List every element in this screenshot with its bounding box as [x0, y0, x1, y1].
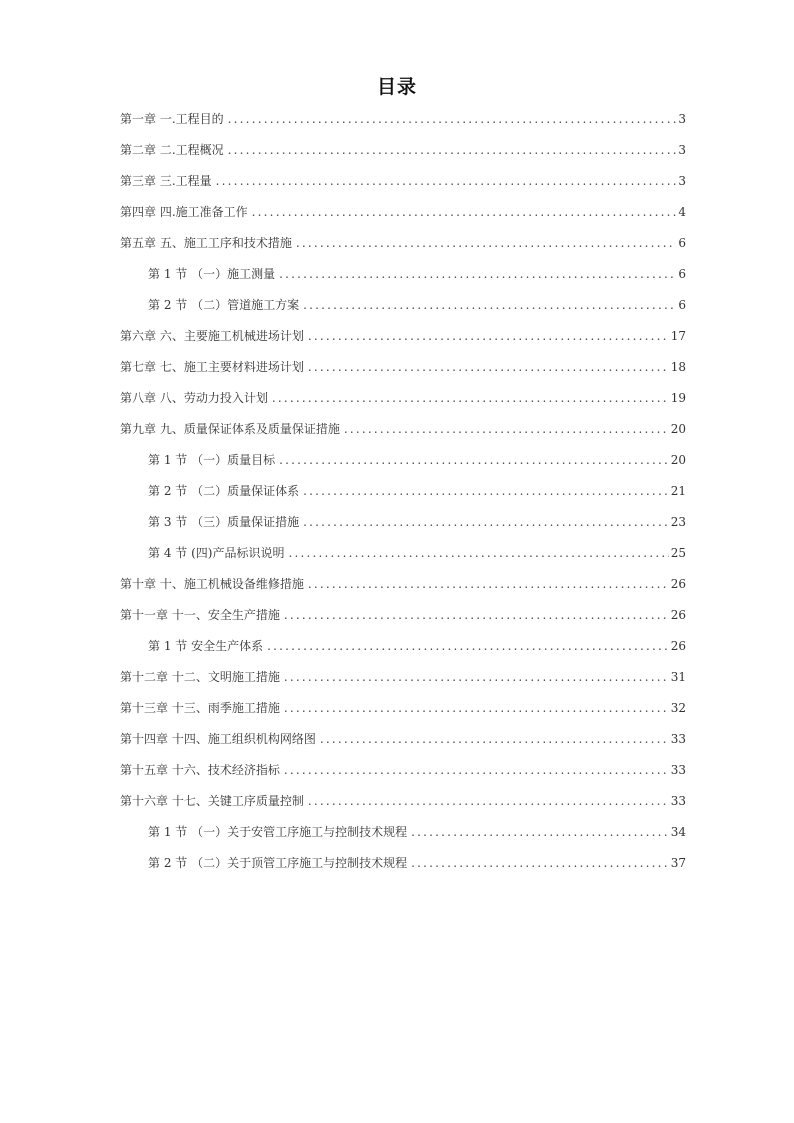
toc-chapter-entry[interactable]	[120, 172, 686, 203]
dot-leader	[272, 391, 669, 405]
toc-entry-page-number: 26	[670, 639, 686, 653]
toc-entry-page-number: 6	[678, 298, 686, 312]
dot-leader	[303, 515, 669, 529]
dot-leader	[284, 763, 669, 777]
toc-entry-page-number: 21	[670, 484, 686, 498]
toc-entry-label: 第十二章 十二、文明施工措施	[120, 670, 280, 684]
toc-entry-page-number: 18	[670, 360, 686, 374]
toc-entry-label: 第七章 七、施工主要材料进场计划	[120, 360, 304, 374]
toc-entry-label: 第 2 节 （二）关于顶管工序施工与控制技术规程	[148, 856, 408, 870]
toc-section-entry[interactable]	[120, 544, 686, 575]
dot-leader	[284, 608, 669, 622]
toc-entry-page-number: 33	[670, 732, 686, 746]
toc-entry-page-number: 4	[678, 205, 686, 219]
toc-entry-label: 第十三章 十三、雨季施工措施	[120, 701, 280, 715]
toc-entry-label: 第十六章 十七、关键工序质量控制	[120, 794, 304, 808]
toc-entry-label: 第十章 十、施工机械设备维修措施	[120, 577, 304, 591]
toc-chapter-entry[interactable]	[120, 203, 686, 234]
toc-chapter-entry[interactable]	[120, 699, 686, 730]
toc-entry-label: 第三章 三.工程量	[120, 174, 212, 188]
toc-entry-page-number: 6	[678, 267, 686, 281]
toc-section-entry[interactable]	[120, 854, 686, 885]
dot-leader	[279, 453, 669, 467]
toc-entry-label: 第八章 八、劳动力投入计划	[120, 391, 268, 405]
dot-leader	[303, 298, 676, 312]
dot-leader	[296, 236, 677, 250]
toc-entry-page-number: 3	[678, 143, 686, 157]
toc-entry-label: 第十五章 十六、技术经济指标	[120, 763, 280, 777]
dot-leader	[279, 267, 676, 281]
toc-entry-page-number: 31	[670, 670, 686, 684]
toc-chapter-entry[interactable]	[120, 110, 686, 141]
toc-entry-label: 第 2 节 （二）管道施工方案	[148, 298, 300, 312]
dot-leader	[228, 112, 677, 126]
dot-leader	[320, 732, 669, 746]
dot-leader	[228, 143, 677, 157]
dot-leader	[411, 825, 669, 839]
toc-entry-page-number: 33	[670, 763, 686, 777]
toc-chapter-entry[interactable]	[120, 730, 686, 761]
dot-leader	[411, 856, 669, 870]
dot-leader	[216, 174, 677, 188]
toc-entry-page-number: 20	[670, 422, 686, 436]
dot-leader	[308, 329, 669, 343]
dot-leader	[267, 639, 669, 653]
toc-chapter-entry[interactable]	[120, 420, 686, 451]
toc-entry-page-number: 25	[670, 546, 686, 560]
dot-leader	[308, 577, 669, 591]
toc-entry-label: 第 3 节 （三）质量保证措施	[148, 515, 300, 529]
toc-entry-label: 第 1 节 （一）质量目标	[148, 453, 276, 467]
toc-entry-label: 第 1 节 （一）关于安管工序施工与控制技术规程	[148, 825, 408, 839]
toc-section-entry[interactable]	[120, 265, 686, 296]
toc-entry-page-number: 23	[670, 515, 686, 529]
toc-section-entry[interactable]	[120, 296, 686, 327]
dot-leader	[284, 670, 669, 684]
toc-entry-label: 第 2 节 （二）质量保证体系	[148, 484, 300, 498]
dot-leader	[344, 422, 669, 436]
dot-leader	[288, 546, 668, 560]
toc-entry-page-number: 26	[670, 577, 686, 591]
toc-chapter-entry[interactable]	[120, 668, 686, 699]
toc-entry-page-number: 26	[670, 608, 686, 622]
toc-title: 目录	[376, 76, 417, 98]
toc-section-entry[interactable]	[120, 637, 686, 668]
toc-chapter-entry[interactable]	[120, 389, 686, 420]
toc-entry-page-number: 3	[678, 174, 686, 188]
dot-leader	[308, 794, 669, 808]
toc-entry-label: 第二章 二.工程概况	[120, 143, 224, 157]
dot-leader	[284, 701, 669, 715]
toc-chapter-entry[interactable]	[120, 327, 686, 358]
toc-section-entry[interactable]	[120, 482, 686, 513]
toc-entry-label: 第九章 九、质量保证体系及质量保证措施	[120, 422, 340, 436]
toc-chapter-entry[interactable]	[120, 358, 686, 389]
toc-entry-label: 第 1 节 （一）施工测量	[148, 267, 276, 281]
toc-entry-label: 第一章 一.工程目的	[120, 112, 224, 126]
toc-entry-page-number: 17	[670, 329, 686, 343]
toc-entry-page-number: 19	[670, 391, 686, 405]
toc-section-entry[interactable]	[120, 823, 686, 854]
toc-entry-label: 第十四章 十四、施工组织机构网络图	[120, 732, 316, 746]
toc-chapter-entry[interactable]	[120, 792, 686, 823]
toc-chapter-entry[interactable]	[120, 234, 686, 265]
toc-entry-label: 第六章 六、主要施工机械进场计划	[120, 329, 304, 343]
dot-leader	[303, 484, 669, 498]
toc-section-entry[interactable]	[120, 513, 686, 544]
toc-entry-label: 第四章 四.施工准备工作	[120, 205, 248, 219]
toc-entry-page-number: 3	[678, 112, 686, 126]
dot-leader	[252, 205, 677, 219]
toc-section-entry[interactable]	[120, 451, 686, 482]
toc-entry-page-number: 6	[678, 236, 686, 250]
toc-entry-page-number: 32	[670, 701, 686, 715]
toc-entry-label: 第 4 节 (四)产品标识说明	[148, 546, 285, 560]
toc-entry-page-number: 34	[670, 825, 686, 839]
toc-entry-page-number: 37	[670, 856, 686, 870]
toc-entry-label: 第五章 五、施工工序和技术措施	[120, 236, 292, 250]
toc-chapter-entry[interactable]	[120, 575, 686, 606]
toc-entry-label: 第 1 节 安全生产体系	[148, 639, 264, 653]
toc-entry-page-number: 33	[670, 794, 686, 808]
toc-entry-label: 第十一章 十一、安全生产措施	[120, 608, 280, 622]
toc-chapter-entry[interactable]	[120, 606, 686, 637]
toc-entry-page-number: 20	[670, 453, 686, 467]
toc-chapter-entry[interactable]	[120, 141, 686, 172]
dot-leader	[308, 360, 669, 374]
toc-chapter-entry[interactable]	[120, 761, 686, 792]
table-of-contents	[120, 110, 686, 885]
